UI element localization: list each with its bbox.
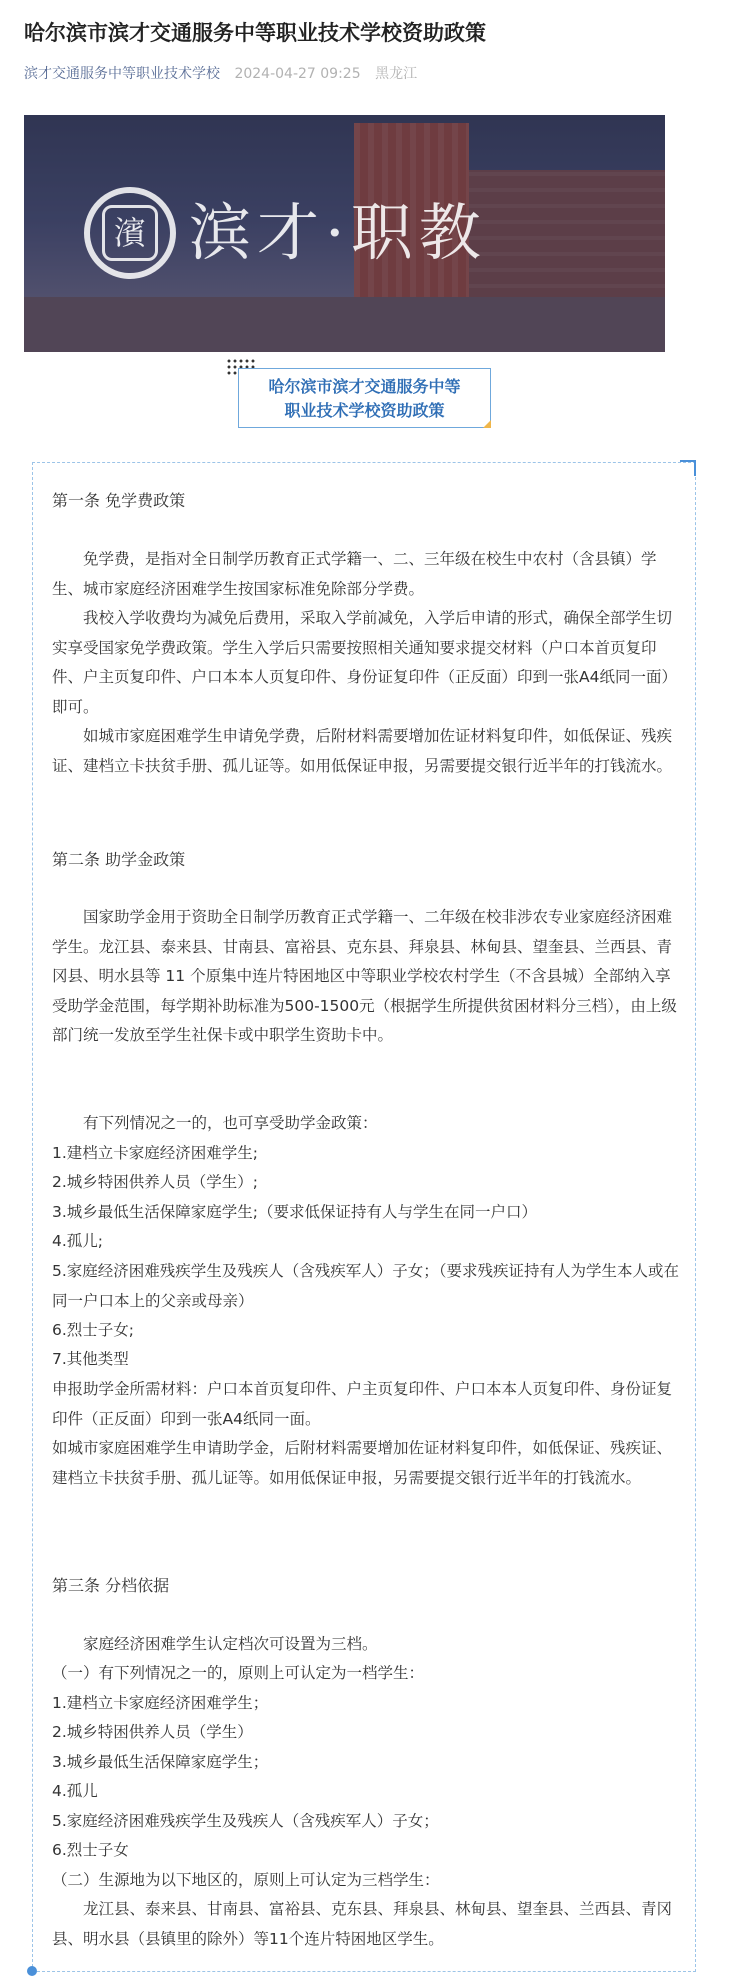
section-3-item-4: 4.孤儿 [52, 1782, 98, 1800]
section-2-item-3: 3.城乡最低生活保障家庭学生;（要求低保证持有人与学生在同一户口） [52, 1203, 538, 1221]
section-3-item-3: 3.城乡最低生活保障家庭学生； [52, 1753, 269, 1771]
section-1-paragraph-1: 免学费，是指对全日制学历教育正式学籍一、二、三年级在校生中农村（含县镇）学生、城市家庭经济困难学生按国家标准免除部分学费。 [52, 550, 657, 598]
seal-character: 濱 [102, 205, 158, 261]
section-1-paragraph-3: 如城市家庭困难学生申请免学费，后附材料需要增加佐证材料复印件，如低保证、残疾证、建档立卡扶贫手册、孤儿证等。如用低保证申报，另需要提交银行近半年的打钱流水。 [52, 727, 673, 775]
subtitle-line-2: 职业技术学校资助政策 [284, 401, 445, 420]
school-seal-logo [84, 187, 176, 279]
section-3-item-6: 6.烈士子女 [52, 1841, 129, 1859]
section-2-item-4: 4.孤儿; [52, 1232, 104, 1250]
section-2-paragraph-1: 国家助学金用于资助全日制学历教育正式学籍一、二年级在校非涉农专业家庭经济困难学生。龙江县、泰来县、甘南县、富裕县、克东县、拜泉县、林甸县、望奎县、兰西县、青冈县、明水县等 11 个原集中连片特困地区中等职业学校农村学生（不含县城）全部纳入享受助学金范围，每学期补助标准为500-1500元（根据学生所提供贫困材料分三档），由上级部门统一发放至学生社保卡或中职学生资助卡中。 [52, 908, 677, 1044]
section-2-heading: 第二条 助学金政策 [52, 850, 186, 869]
subtitle-line-1: 哈尔滨市滨才交通服务中等 [268, 377, 461, 396]
section-3-paragraph-4: 龙江县、泰来县、甘南县、富裕县、克东县、拜泉县、林甸县、望奎县、兰西县、青冈县、明水县（县镇里的除外）等11个连片特困地区学生。 [52, 1900, 673, 1948]
section-2-materials: 申报助学金所需材料：户口本首页复印件、户主页复印件、户口本本人页复印件、身份证复印件（正反面）印到一张A4纸同一面。 [52, 1380, 673, 1428]
banner-image [24, 115, 665, 352]
subtitle-corner-accent [483, 420, 491, 428]
article-title: 哈尔滨市滨才交通服务中等职业技术学校资助政策 [24, 21, 486, 45]
section-3-heading: 第三条 分档依据 [52, 1576, 170, 1595]
section-2-item-5: 5.家庭经济困难残疾学生及残疾人（含残疾军人）子女；（要求残疾证持有人为学生本人或在同一户口本上的父亲或母亲） [52, 1262, 680, 1310]
section-3-paragraph-2: （一）有下列情况之一的，原则上可认定为一档学生： [52, 1664, 425, 1682]
section-3-item-2: 2.城乡特困供养人员（学生） [52, 1723, 253, 1741]
section-1-paragraph-2: 我校入学收费均为减免后费用，采取入学前减免，入学后申请的形式，确保全部学生切实享受国家免学费政策。学生入学后只需要按照相关通知要求提交材料（户口本首页复印件、户主页复印件、户口本本人页复印件、身份证复印件（正反面）印到一张A4纸同一面）即可。 [52, 609, 677, 716]
section-2-item-7: 7.其他类型 [52, 1350, 129, 1368]
frame-dot-accent [27, 1966, 37, 1976]
account-name-link[interactable]: 滨才交通服务中等职业技术学校 [24, 66, 220, 82]
publish-date: 2024-04-27 09:25 [234, 66, 361, 82]
section-2-item-2: 2.城乡特困供养人员（学生）; [52, 1173, 259, 1191]
section-2-intro: 有下列情况之一的，也可享受助学金政策： [52, 1114, 378, 1132]
subtitle-text [239, 375, 490, 423]
frame-corner-accent [680, 460, 696, 476]
section-1-heading: 第一条 免学费政策 [52, 491, 186, 510]
section-3-paragraph-3: （二）生源地为以下地区的，原则上可认定为三档学生： [52, 1871, 440, 1889]
section-3-paragraph-1: 家庭经济困难学生认定档次可设置为三档。 [52, 1635, 378, 1653]
subtitle-box [238, 368, 491, 428]
section-3-item-5: 5.家庭经济困难残疾学生及残疾人（含残疾军人）子女； [52, 1812, 439, 1830]
section-2-city-note: 如城市家庭困难学生申请助学金，后附材料需要增加佐证材料复印件，如低保证、残疾证、建档立卡扶贫手册、孤儿证等。如用低保证申报，另需要提交银行近半年的打钱流水。 [52, 1439, 673, 1487]
section-3-item-1: 1.建档立卡家庭经济困难学生； [52, 1694, 269, 1712]
publish-region: 黑龙江 [375, 66, 418, 82]
article-meta [24, 64, 417, 84]
section-2-item-1: 1.建档立卡家庭经济困难学生; [52, 1144, 259, 1162]
banner-calligraphy: 滨才·职教 [189, 196, 487, 269]
section-2-item-6: 6.烈士子女; [52, 1321, 135, 1339]
